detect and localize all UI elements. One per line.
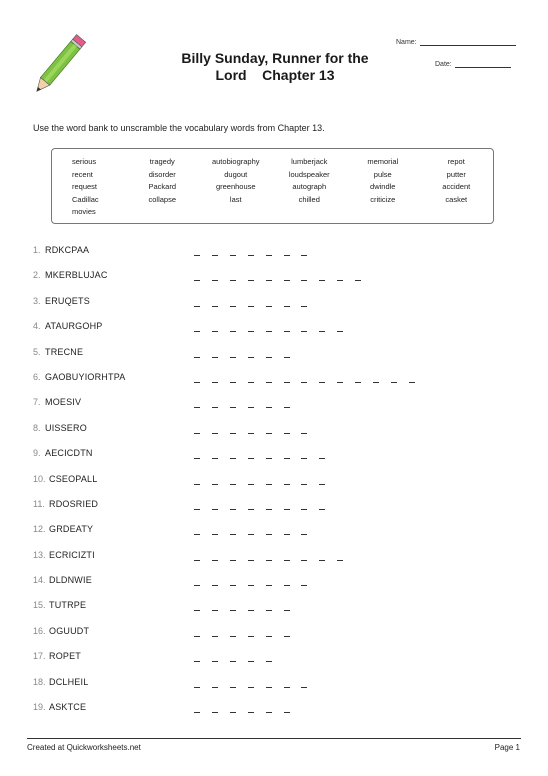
worksheet-title — [150, 50, 400, 84]
question-number: 14. — [33, 575, 46, 586]
letter-blank[interactable] — [230, 382, 236, 383]
scrambled-word: GAOBUYIORHTPA — [45, 371, 126, 382]
letter-blank[interactable] — [266, 306, 272, 307]
letter-blank[interactable] — [266, 357, 272, 358]
letter-blank[interactable] — [194, 331, 200, 332]
title-line-2: Lord Chapter 13 — [215, 67, 335, 83]
letter-blank[interactable] — [337, 560, 343, 561]
letter-blank[interactable] — [284, 280, 290, 281]
letter-blank[interactable] — [391, 382, 397, 383]
question-row — [33, 397, 513, 422]
letter-blank[interactable] — [266, 585, 272, 586]
word-bank-item: loudspeaker — [288, 169, 330, 179]
letter-blank[interactable] — [194, 484, 200, 485]
letter-blank[interactable] — [337, 331, 343, 332]
question-number: 12. — [33, 524, 46, 535]
scrambled-word: DCLHEIL — [49, 676, 89, 687]
letter-blank[interactable] — [212, 255, 218, 256]
letter-blank[interactable] — [284, 255, 290, 256]
name-line[interactable] — [420, 38, 516, 46]
letter-blank[interactable] — [194, 560, 200, 561]
question-row — [33, 626, 513, 651]
letter-blank[interactable] — [266, 509, 272, 510]
date-line[interactable] — [455, 60, 511, 68]
question-row — [33, 448, 513, 473]
letter-blank[interactable] — [284, 534, 290, 535]
letter-blank[interactable] — [230, 712, 236, 713]
pencil-logo-icon — [28, 30, 88, 102]
word-bank-item: request — [72, 182, 98, 192]
letter-blank[interactable] — [284, 484, 290, 485]
letter-blank[interactable] — [284, 382, 290, 383]
letter-blank[interactable] — [230, 280, 236, 281]
letter-blank[interactable] — [212, 458, 218, 459]
question-number: 2. — [33, 270, 41, 281]
letter-blank[interactable] — [284, 331, 290, 332]
scrambled-word: ROPET — [49, 651, 82, 662]
letter-blank[interactable] — [212, 610, 218, 611]
date-field[interactable] — [435, 60, 511, 68]
letter-blank[interactable] — [266, 636, 272, 637]
letter-blank[interactable] — [266, 407, 272, 408]
letter-blank[interactable] — [194, 280, 200, 281]
letter-blank[interactable] — [194, 712, 200, 713]
question-row — [33, 423, 513, 448]
letter-blank[interactable] — [284, 433, 290, 434]
letter-blank[interactable] — [337, 280, 343, 281]
name-label: Name: — [396, 39, 417, 46]
letter-blank[interactable] — [266, 331, 272, 332]
word-bank-item: repot — [447, 157, 465, 166]
letter-blank[interactable] — [248, 712, 254, 713]
question-number: 1. — [33, 245, 41, 255]
letter-blank[interactable] — [284, 560, 290, 561]
letter-blank[interactable] — [301, 687, 307, 688]
date-label: Date: — [435, 61, 452, 68]
letter-blank[interactable] — [266, 255, 272, 256]
word-bank-item: tragedy — [149, 157, 175, 166]
letter-blank[interactable] — [248, 560, 254, 561]
question-row — [33, 524, 513, 549]
scrambled-word: ECRICIZTI — [49, 549, 95, 560]
letter-blank[interactable] — [230, 661, 236, 662]
scrambled-word: RDOSRIED — [49, 498, 99, 509]
question-number: 16. — [33, 625, 46, 636]
letter-blank[interactable] — [266, 610, 272, 611]
word-bank-item: chilled — [298, 194, 320, 204]
word-bank-item: casket — [445, 194, 468, 204]
letter-blank[interactable] — [212, 687, 218, 688]
letter-blank[interactable] — [194, 255, 200, 256]
word-bank-item: autobiography — [211, 157, 260, 166]
letter-blank[interactable] — [319, 560, 325, 561]
letter-blank[interactable] — [194, 407, 200, 408]
scrambled-word: MKERBLUJAC — [45, 270, 108, 281]
question-row — [33, 474, 513, 499]
letter-blank[interactable] — [248, 636, 254, 637]
letter-blank[interactable] — [230, 610, 236, 611]
word-bank-grid — [52, 156, 493, 218]
word-bank-item: Cadillac — [72, 194, 99, 204]
letter-blank[interactable] — [248, 306, 254, 307]
word-bank-item: accident — [442, 182, 471, 192]
word-bank-item: serious — [72, 157, 97, 166]
question-row — [33, 651, 513, 676]
letter-blank[interactable] — [248, 610, 254, 611]
letter-blank[interactable] — [212, 433, 218, 434]
letter-blank[interactable] — [355, 382, 361, 383]
question-number: 15. — [33, 600, 46, 611]
letter-blank[interactable] — [212, 484, 218, 485]
letter-blank[interactable] — [212, 331, 218, 332]
letter-blank[interactable] — [230, 585, 236, 586]
letter-blank[interactable] — [266, 280, 272, 281]
letter-blank[interactable] — [284, 306, 290, 307]
question-number: 5. — [33, 346, 41, 357]
letter-blank[interactable] — [194, 306, 200, 307]
question-row — [33, 347, 513, 372]
letter-blank[interactable] — [230, 331, 236, 332]
letter-blank[interactable] — [194, 585, 200, 586]
letter-blank[interactable] — [230, 534, 236, 535]
letter-blank[interactable] — [266, 712, 272, 713]
scrambled-word: DLDNWIE — [49, 575, 92, 586]
letter-blank[interactable] — [230, 255, 236, 256]
letter-blank[interactable] — [230, 407, 236, 408]
word-bank-item: movies — [72, 207, 96, 217]
letter-blank[interactable] — [301, 306, 307, 307]
letter-blank[interactable] — [248, 661, 254, 662]
question-row — [33, 296, 513, 321]
word-bank-item: disorder — [148, 169, 176, 179]
letter-blank[interactable] — [194, 661, 200, 662]
scrambled-word: MOESIV — [45, 397, 82, 408]
word-bank-item: dugout — [224, 169, 248, 179]
question-number: 11. — [33, 498, 45, 509]
letter-blank[interactable] — [301, 331, 307, 332]
question-number: 9. — [33, 448, 41, 459]
letter-blank[interactable] — [284, 585, 290, 586]
letter-blank[interactable] — [266, 534, 272, 535]
letter-blank[interactable] — [230, 636, 236, 637]
letter-blank[interactable] — [194, 433, 200, 434]
letter-blank[interactable] — [266, 382, 272, 383]
letter-blank[interactable] — [266, 433, 272, 434]
letter-blank[interactable] — [212, 636, 218, 637]
letter-blank[interactable] — [230, 433, 236, 434]
letter-blank[interactable] — [301, 458, 307, 459]
letter-blank[interactable] — [230, 687, 236, 688]
letter-blank[interactable] — [337, 382, 343, 383]
question-row — [33, 270, 513, 295]
letter-blank[interactable] — [284, 687, 290, 688]
letter-blank[interactable] — [230, 560, 236, 561]
scrambled-word: TUTRPE — [49, 600, 87, 611]
letter-blank[interactable] — [301, 255, 307, 256]
letter-blank[interactable] — [319, 484, 325, 485]
letter-blank[interactable] — [212, 509, 218, 510]
question-row — [33, 245, 513, 270]
question-number: 10. — [33, 473, 46, 484]
letter-blank[interactable] — [301, 433, 307, 434]
letter-blank[interactable] — [194, 458, 200, 459]
letter-blank[interactable] — [248, 433, 254, 434]
letter-blank[interactable] — [248, 534, 254, 535]
scrambled-word: UISSERO — [45, 422, 87, 433]
question-row — [33, 550, 513, 575]
letter-blank[interactable] — [248, 585, 254, 586]
footer-credit: Created at Quickworksheets.net — [27, 743, 141, 752]
letter-blank[interactable] — [212, 712, 218, 713]
letter-blank[interactable] — [212, 280, 218, 281]
letter-blank[interactable] — [266, 484, 272, 485]
letter-blank[interactable] — [212, 382, 218, 383]
scrambled-word: ASKTCE — [49, 702, 87, 713]
letter-blank[interactable] — [212, 357, 218, 358]
question-number: 13. — [33, 549, 46, 560]
letter-blank[interactable] — [248, 687, 254, 688]
question-row — [33, 575, 513, 600]
scrambled-word: RDKCPAA — [45, 245, 90, 255]
letter-blank[interactable] — [355, 280, 361, 281]
letter-blank[interactable] — [284, 636, 290, 637]
question-number: 19. — [33, 702, 46, 713]
question-number: 18. — [33, 676, 46, 687]
word-bank-item: greenhouse — [215, 182, 256, 192]
letter-blank[interactable] — [301, 509, 307, 510]
question-row — [33, 677, 513, 702]
question-number: 3. — [33, 295, 41, 306]
letter-blank[interactable] — [301, 484, 307, 485]
letter-blank[interactable] — [284, 509, 290, 510]
letter-blank[interactable] — [301, 534, 307, 535]
word-bank-item: Packard — [148, 182, 176, 192]
scrambled-word: CSEOPALL — [49, 473, 98, 484]
letter-blank[interactable] — [266, 687, 272, 688]
letter-blank[interactable] — [266, 661, 272, 662]
letter-blank[interactable] — [212, 534, 218, 535]
letter-blank[interactable] — [248, 280, 254, 281]
question-row — [33, 499, 513, 524]
letter-blank[interactable] — [319, 458, 325, 459]
letter-blank[interactable] — [301, 585, 307, 586]
letter-blank[interactable] — [248, 382, 254, 383]
scrambled-word: ATAURGOHP — [45, 321, 103, 332]
letter-blank[interactable] — [319, 280, 325, 281]
letter-blank[interactable] — [212, 560, 218, 561]
scrambled-word: OGUUDT — [49, 625, 90, 636]
letter-blank[interactable] — [301, 280, 307, 281]
letter-blank[interactable] — [212, 585, 218, 586]
letter-blank[interactable] — [266, 560, 272, 561]
letter-blank[interactable] — [248, 484, 254, 485]
word-bank-item: last — [229, 194, 242, 204]
question-number: 8. — [33, 422, 41, 433]
letter-blank[interactable] — [194, 687, 200, 688]
letter-blank[interactable] — [373, 382, 379, 383]
question-row — [33, 321, 513, 346]
letter-blank[interactable] — [284, 712, 290, 713]
letter-blank[interactable] — [230, 484, 236, 485]
scrambled-word: ERUQETS — [45, 295, 90, 306]
question-row — [33, 600, 513, 625]
letter-blank[interactable] — [230, 306, 236, 307]
question-number: 4. — [33, 321, 41, 332]
scrambled-word: GRDEATY — [49, 524, 94, 535]
question-number: 7. — [33, 397, 41, 408]
question-list — [33, 245, 513, 727]
word-bank-item: putter — [446, 169, 466, 179]
letter-blank[interactable] — [194, 610, 200, 611]
letter-blank[interactable] — [409, 382, 415, 383]
letter-blank[interactable] — [230, 357, 236, 358]
letter-blank[interactable] — [284, 407, 290, 408]
word-bank-item: pulse — [373, 169, 392, 179]
name-field[interactable] — [396, 38, 516, 46]
letter-blank[interactable] — [230, 458, 236, 459]
letter-blank[interactable] — [248, 509, 254, 510]
letter-blank[interactable] — [248, 331, 254, 332]
question-number: 6. — [33, 371, 41, 382]
letter-blank[interactable] — [301, 560, 307, 561]
scrambled-word: TRECNE — [45, 346, 84, 357]
letter-blank[interactable] — [212, 306, 218, 307]
letter-blank[interactable] — [212, 661, 218, 662]
letter-blank[interactable] — [194, 534, 200, 535]
letter-blank[interactable] — [194, 636, 200, 637]
footer-divider — [27, 738, 521, 739]
word-bank-item: dwindle — [370, 182, 396, 192]
word-bank-item: collapse — [148, 194, 177, 204]
letter-blank[interactable] — [194, 509, 200, 510]
letter-blank[interactable] — [284, 357, 290, 358]
letter-blank[interactable] — [319, 331, 325, 332]
word-bank — [51, 148, 494, 224]
word-bank-item: lumberjack — [291, 157, 328, 166]
word-bank-item: criticize — [370, 194, 396, 204]
word-bank-item: autograph — [292, 182, 327, 192]
letter-blank[interactable] — [319, 509, 325, 510]
letter-blank[interactable] — [194, 382, 200, 383]
word-bank-item: memorial — [367, 157, 399, 166]
title-line-1: Billy Sunday, Runner for the — [181, 50, 369, 66]
letter-blank[interactable] — [248, 458, 254, 459]
letter-blank[interactable] — [301, 382, 307, 383]
question-row — [33, 372, 513, 397]
letter-blank[interactable] — [248, 357, 254, 358]
question-row — [33, 702, 513, 727]
letter-blank[interactable] — [248, 255, 254, 256]
page-number: Page 1 — [494, 743, 520, 752]
letter-blank[interactable] — [284, 610, 290, 611]
letter-blank[interactable] — [248, 407, 254, 408]
word-bank-item: recent — [72, 169, 93, 179]
letter-blank[interactable] — [230, 509, 236, 510]
question-number: 17. — [33, 651, 46, 662]
scrambled-word: AECICDTN — [45, 448, 93, 459]
letter-blank[interactable] — [284, 458, 290, 459]
letter-blank[interactable] — [266, 458, 272, 459]
letter-blank[interactable] — [319, 382, 325, 383]
letter-blank[interactable] — [212, 407, 218, 408]
instructions: Use the word bank to unscramble the vocabulary words from Chapter 13. — [33, 123, 325, 133]
letter-blank[interactable] — [194, 357, 200, 358]
